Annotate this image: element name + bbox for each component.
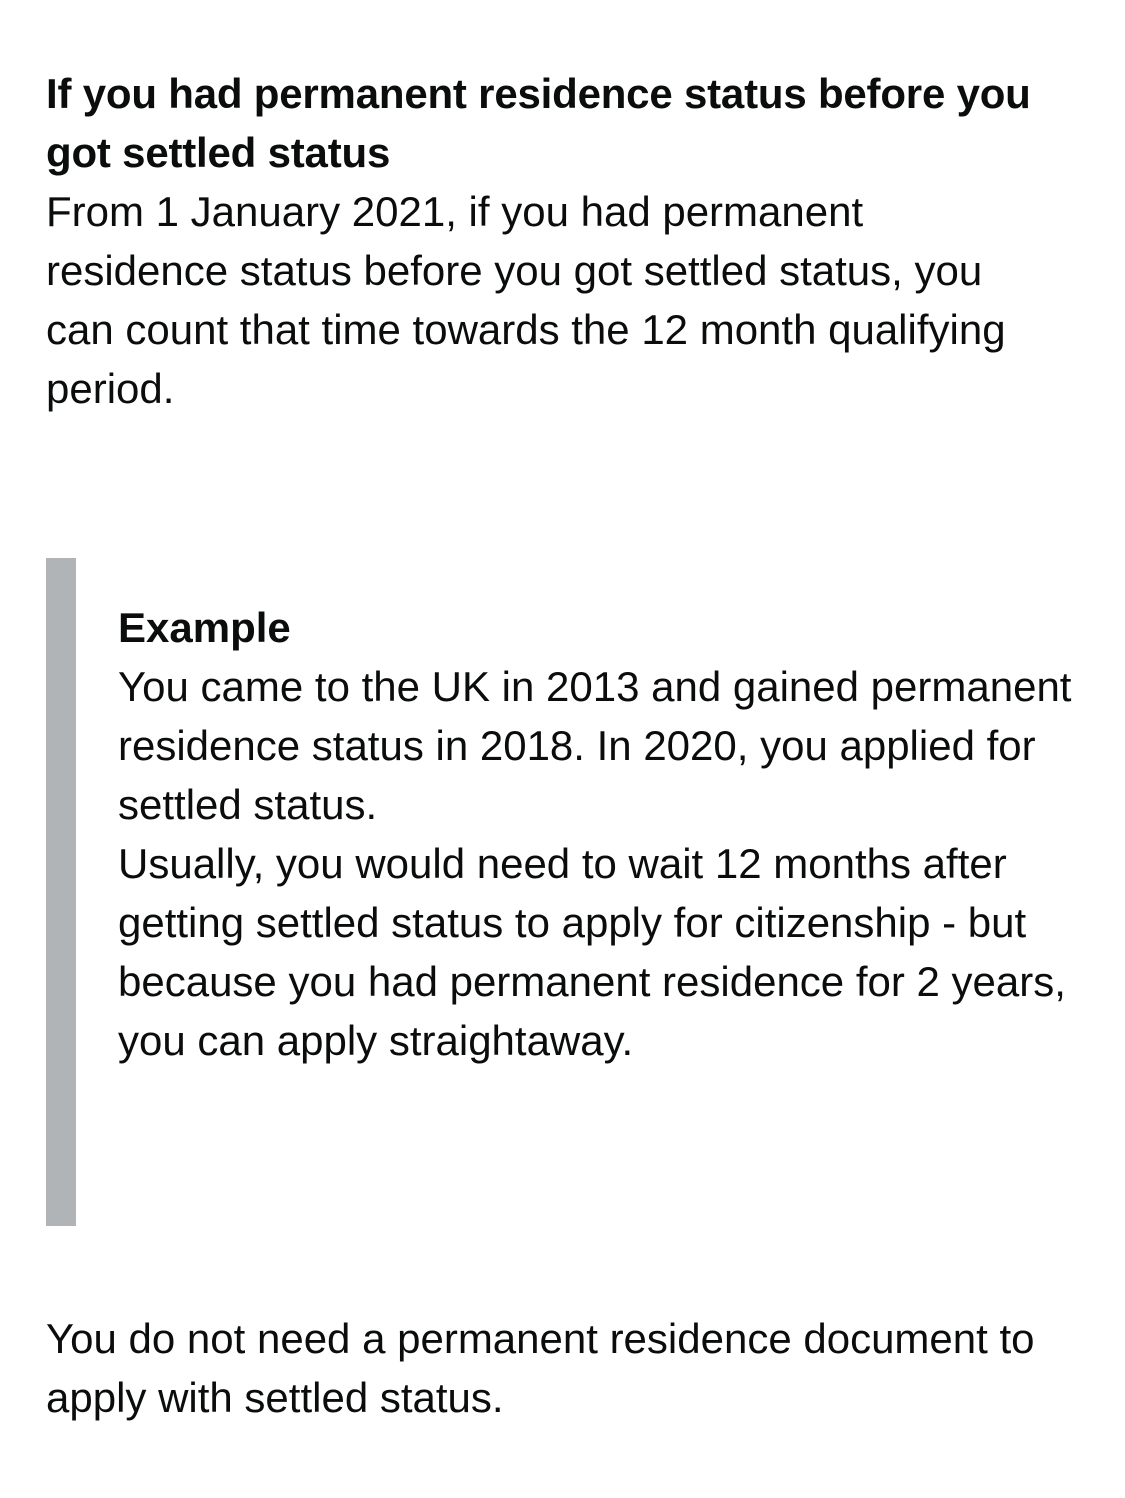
section-heading: If you had permanent residence status before you got settled status <box>46 70 1031 176</box>
example-inset <box>46 558 1086 1226</box>
intro-paragraph: From 1 January 2021, if you had permanent residence status before you got settled status, you can count that time towards the 12 month qualifying period. <box>46 188 1006 412</box>
inset-border <box>46 558 76 1226</box>
example-paragraph-2: Usually, you would need to wait 12 months after getting settled status to apply for citizenship - but because you had permanent residence for 2 years, you can apply straightaway. <box>118 840 1066 1064</box>
example-paragraph-1: You came to the UK in 2013 and gained permanent residence status in 2018. In 2020, you applied for settled status. <box>118 663 1072 828</box>
inset-body <box>118 598 1078 1070</box>
example-title: Example <box>118 604 291 651</box>
footer-note: You do not need a permanent residence document to apply with settled status. <box>46 1315 1035 1421</box>
main-content <box>46 64 1086 418</box>
